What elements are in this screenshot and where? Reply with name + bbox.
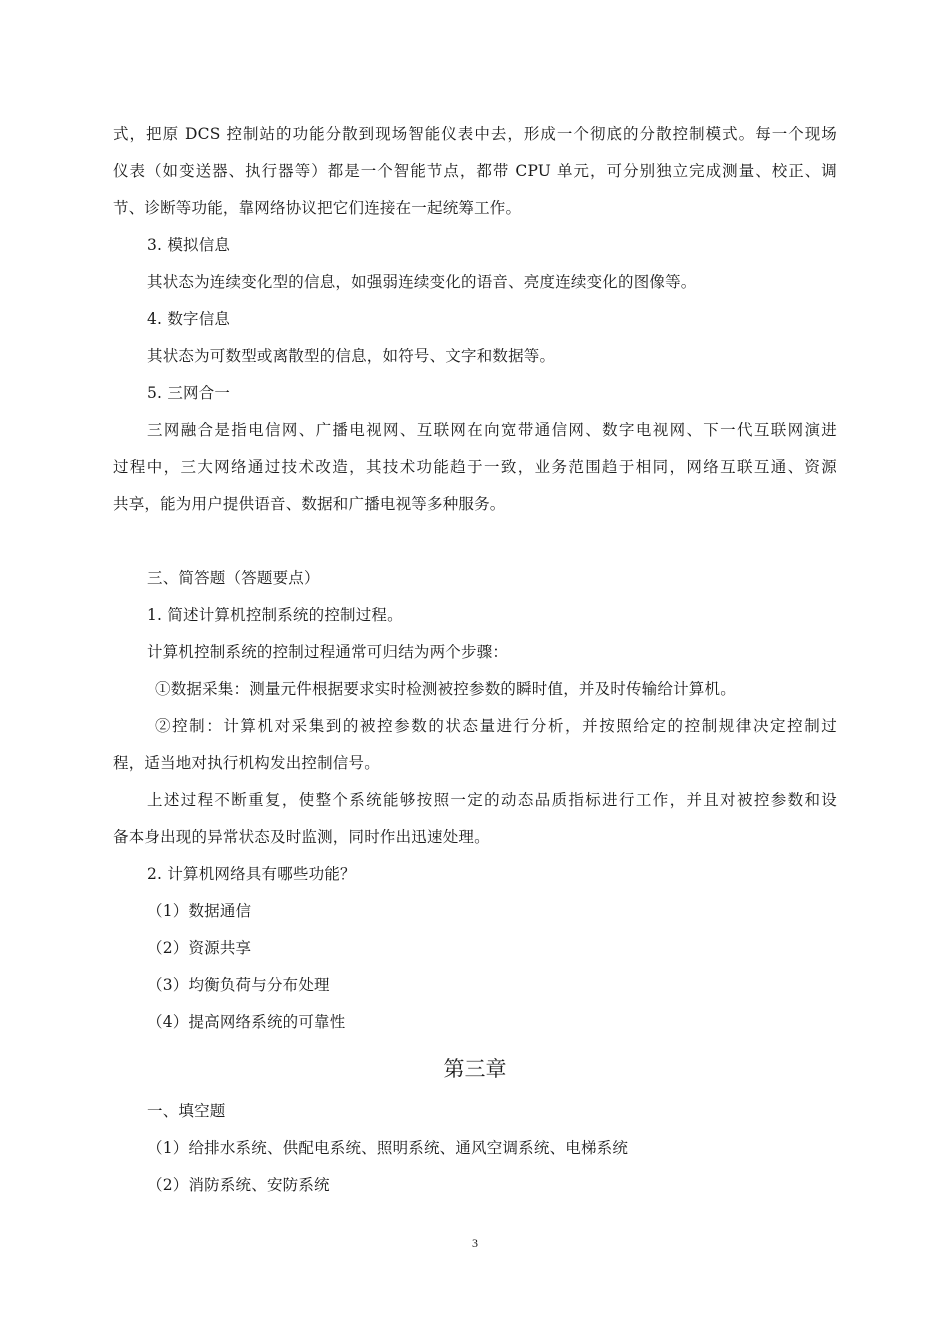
question-heading: 1. 简述计算机控制系统的控制过程。: [147, 606, 403, 624]
paragraph-line: ①数据采集：测量元件根据要求实时检测被控参数的瞬时值，并及时传输给计算机。: [155, 680, 736, 698]
paragraph-line: 共享，能为用户提供语音、数据和广播电视等多种服务。: [113, 495, 506, 513]
list-item: （2）消防系统、安防系统: [147, 1176, 330, 1194]
paragraph-line: 过程中，三大网络通过技术改造，其技术功能趋于一致，业务范围趋于相同，网络互联互通、资源: [113, 458, 837, 476]
paragraph-line: 其状态为连续变化型的信息，如强弱连续变化的语音、亮度连续变化的图像等。: [147, 273, 697, 291]
paragraph-line: 三网融合是指电信网、广播电视网、互联网在向宽带通信网、数字电视网、下一代互联网演进: [147, 421, 837, 439]
paragraph-line: ②控制：计算机对采集到的被控参数的状态量进行分析，并按照给定的控制规律决定控制过: [155, 717, 837, 735]
section-heading: 一、填空题: [147, 1102, 226, 1120]
paragraph-line: 节、诊断等功能，靠网络协议把它们连接在一起统筹工作。: [113, 199, 522, 217]
paragraph-line: 式，把原 DCS 控制站的功能分散到现场智能仪表中去，形成一个彻底的分散控制模式。每一个现场: [113, 125, 837, 143]
list-item: （3）均衡负荷与分布处理: [147, 976, 330, 994]
question-heading: 2. 计算机网络具有哪些功能？: [147, 865, 356, 883]
paragraph-line: 上述过程不断重复，使整个系统能够按照一定的动态品质指标进行工作，并且对被控参数和设: [147, 791, 837, 809]
list-item: （1）给排水系统、供配电系统、照明系统、通风空调系统、电梯系统: [147, 1139, 629, 1157]
paragraph-line: 计算机控制系统的控制过程通常可归结为两个步骤：: [147, 643, 509, 661]
paragraph-line: 其状态为可数型或离散型的信息，如符号、文字和数据等。: [147, 347, 556, 365]
paragraph-line: 备本身出现的异常状态及时监测，同时作出迅速处理。: [113, 828, 490, 846]
section-heading: 三、简答题（答题要点）: [147, 569, 320, 587]
paragraph-line: 程，适当地对执行机构发出控制信号。: [113, 754, 380, 772]
section-heading: 5. 三网合一: [147, 384, 231, 402]
list-item: （1）数据通信: [147, 902, 252, 920]
section-heading: 4. 数字信息: [147, 310, 231, 328]
chapter-title: 第三章: [443, 1057, 507, 1081]
section-heading: 3. 模拟信息: [147, 236, 231, 254]
paragraph-line: 仪表（如变送器、执行器等）都是一个智能节点，都带 CPU 单元，可分别独立完成测量、校正、调: [113, 162, 837, 180]
list-item: （2）资源共享: [147, 939, 252, 957]
page-number: 3: [472, 1236, 478, 1250]
list-item: （4）提高网络系统的可靠性: [147, 1013, 346, 1031]
